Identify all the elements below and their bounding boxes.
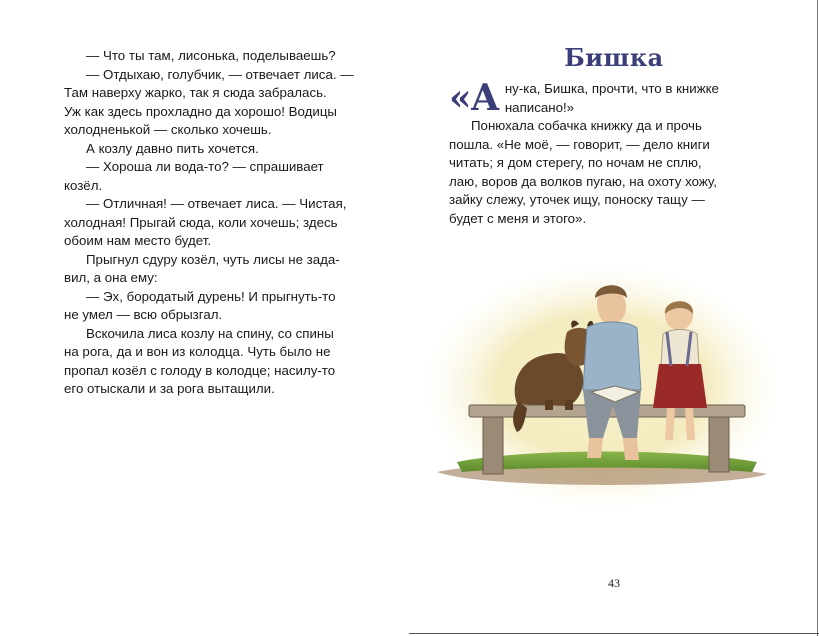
paragraph: — Отличная! — отвечает лиса. — Чистая, холодная! Прыгай сюда, коли хочешь; здесь обоим нам место будет. bbox=[64, 196, 347, 248]
page-number: 43 bbox=[608, 576, 620, 590]
paragraph: Прыгнул сдуру козёл, чуть лисы не зада- вил, а она ему: bbox=[64, 251, 340, 285]
paragraph: А козлу давно пить хочется. bbox=[86, 140, 259, 156]
bench-leg-right bbox=[709, 412, 729, 472]
paragraph: — Эх, бородатый дурень! И прыгнуть-то не умел — всю обрызгал. bbox=[64, 288, 336, 322]
page-edge-line bbox=[817, 0, 818, 636]
bench-leg-left bbox=[483, 412, 503, 474]
story-title: Бишка bbox=[564, 43, 664, 72]
page-bottom-line bbox=[409, 633, 819, 634]
right-page-text bbox=[449, 77, 761, 228]
opening-paragraph bbox=[449, 77, 761, 119]
paragraph: Вскочила лиса козлу на спину, со спины на рога, да и вон из колодца. Чуть было не пропал козёл с голоду в колодце; насилу-то его отыскали и за рога вытащили. bbox=[64, 325, 336, 396]
illustration-boy-girl-dog-on-bench bbox=[427, 262, 772, 507]
left-page bbox=[0, 0, 409, 636]
right-page bbox=[409, 0, 819, 636]
paragraph: — Отдыхаю, голубчик, — отвечает лиса. — Там наверху жарко, так я сюда забралась. Уж как здесь прохладно да хорошо! Водицы холодненькой — сколько хочешь. bbox=[64, 66, 354, 137]
paragraph: — Хороша ли вода-то? — спрашивает козёл. bbox=[64, 159, 324, 193]
paragraph: — Что ты там, лисонька, поделываешь? bbox=[86, 48, 336, 63]
left-page-text bbox=[64, 47, 370, 399]
drop-cap: «А bbox=[449, 77, 499, 119]
paragraph: Понюхала собачка книжку да и прочь пошла. «Не моё, — говорит, — дело книги читать; я дом стерегу, по ночам не сплю, лаю, воров да волков пугаю, на охоту хожу, зайку слежу, уточек ищу, поноску тащу — будет с меня и этого». bbox=[449, 118, 717, 226]
opening-text: ну-ка, Бишка, прочти, что в книжке написано!» bbox=[504, 81, 719, 115]
